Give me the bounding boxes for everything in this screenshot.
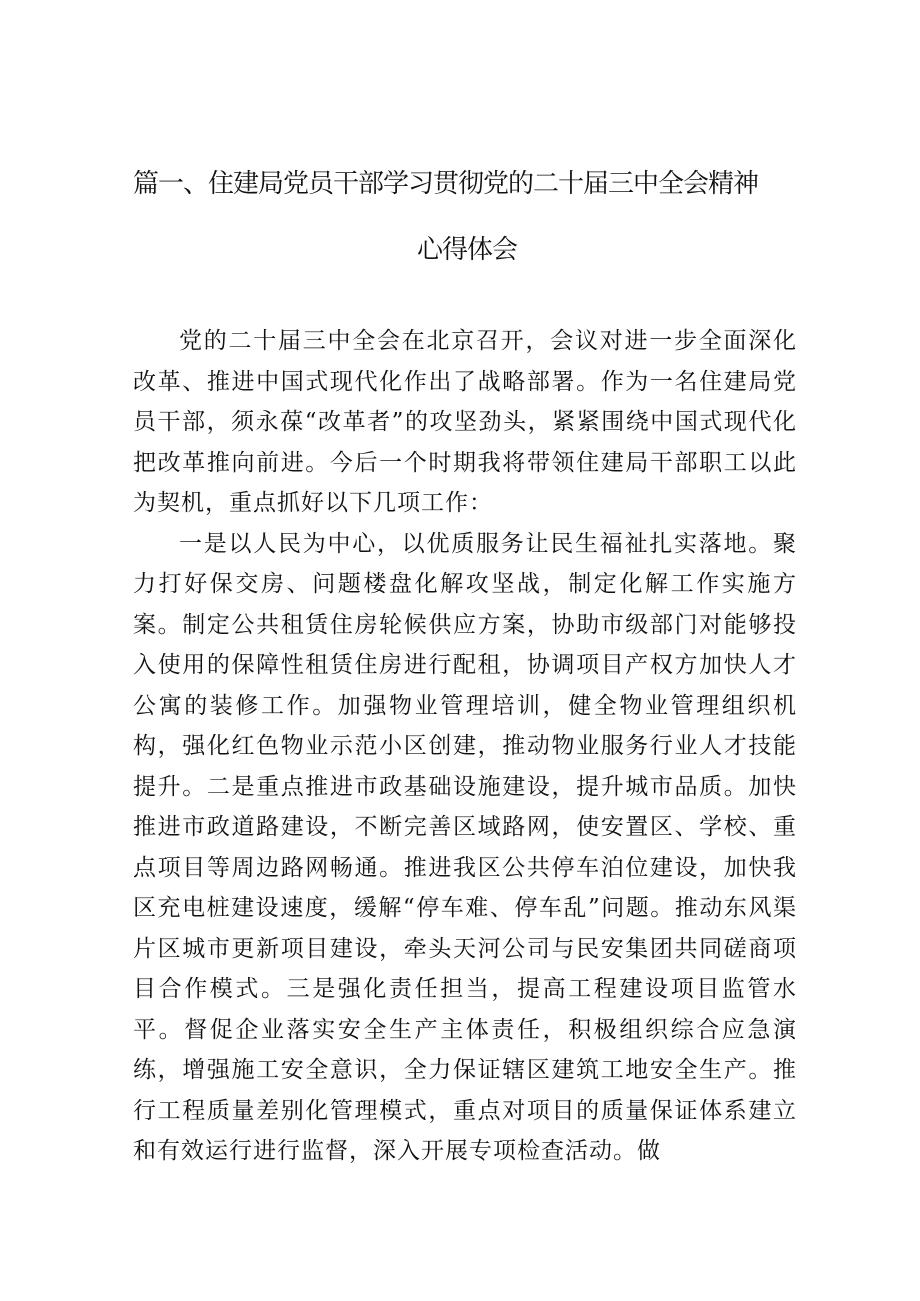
paragraph-intro: 党的二十届三中全会在北京召开，会议对进一步全面深化改革、推进中国式现代化作出了战略部署。作为一名住建局党员干部，须永葆“改革者”的攻坚劲头，紧紧围绕中国式现代化把改革推向前进。今后一个时期我将带领住建局干部职工以此为契机，重点抓好以下几项工作： bbox=[133, 328, 797, 516]
paragraph-work-items: 一是以人民为中心，以优质服务让民生福祉扎实落地。聚力打好保交房、问题楼盘化解攻坚战，制定化解工作实施方案。制定公共租赁住房轮候供应方案，协助市级部门对能够投入使用的保障性租赁住房进行配租，协调项目产权方加快人才公寓的装修工作。加强物业管理培训，健全物业管理组织机构，强化红色物业示范小区创建，推动物业服务行业人才技能提升。二是重点推进市政基础设施建设，提升城市品质。加快推进市政道路建设，不断完善区域路网，使安置区、学校、重点项目等周边路网畅通。推进我区公共停车泊位建设，加快我区充电桩建设速度，缓解“停车难、停车乱”问题。推动东风渠片区城市更新项目建设，牵头天河公司与民安集团共同磋商项目合作模式。三是强化责任担当，提高工程建设项目监管水平。督促企业落实安全生产主体责任，积极组织综合应急演练，增强施工安全意识，全力保证辖区建筑工地安全生产。推行工程质量差别化管理模式，重点对项目的质量保证体系建立和有效运行进行监督，深入开展专项检查活动。做 bbox=[133, 530, 797, 1164]
document-title-line-1: 篇一、住建局党员干部学习贯彻党的二十届三中全会精神 bbox=[133, 169, 759, 199]
document-title-line-2: 心得体会 bbox=[417, 235, 518, 265]
document-body bbox=[133, 321, 797, 1172]
